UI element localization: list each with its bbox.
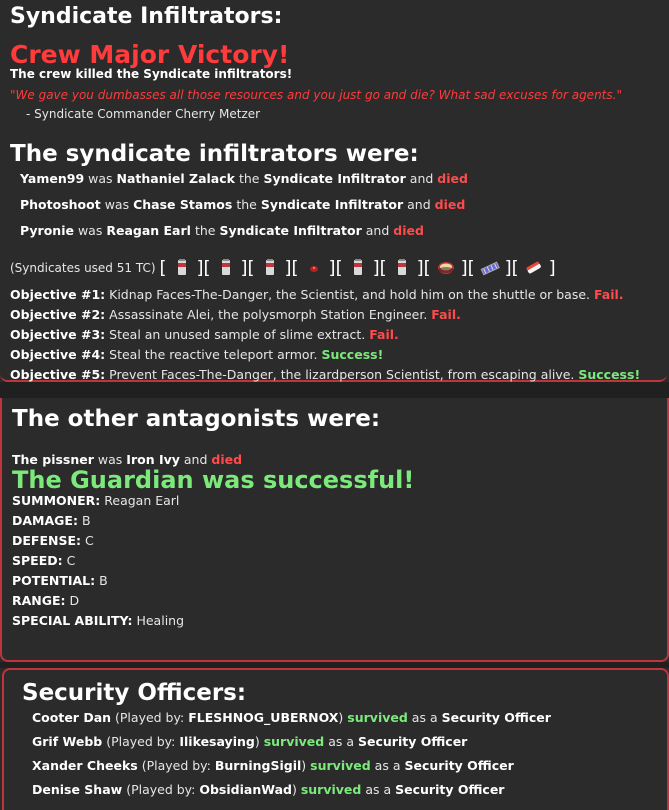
member-row — [20, 197, 465, 212]
stat-value: D — [69, 593, 80, 608]
objective-row — [10, 327, 399, 342]
stat-row — [12, 513, 91, 528]
member-was: was — [77, 223, 103, 238]
member-the: the — [236, 197, 257, 212]
quote-author: - Syndicate Commander Cherry Metzer — [26, 107, 261, 121]
stat-value: B — [99, 573, 108, 588]
pissner-was: was — [97, 452, 123, 467]
stat-value: Healing — [136, 613, 185, 628]
officer-as: as a — [411, 710, 438, 725]
guardian-result: The Guardian was successful! — [12, 466, 415, 494]
officer-row — [32, 758, 514, 773]
played-by-label: (Played by: — [115, 710, 185, 725]
objective-row — [10, 307, 461, 322]
officer-as: as a — [365, 782, 392, 797]
objective-label: Objective #2: — [10, 307, 106, 322]
grenade-icon[interactable] — [391, 257, 413, 279]
grenade-icon[interactable] — [171, 257, 193, 279]
officer-status: survived — [263, 734, 325, 749]
officer-as: as a — [328, 734, 355, 749]
objective-label: Objective #3: — [10, 327, 106, 342]
member-row — [20, 171, 468, 186]
result-description: The crew killed the Syndicate infiltrators! — [10, 67, 293, 81]
pissner-row — [12, 452, 242, 467]
stat-label: SUMMONER: — [12, 493, 101, 508]
stat-label: RANGE: — [12, 593, 66, 608]
stat-value: C — [66, 553, 76, 568]
officer-player: Ilikesaying — [179, 734, 255, 749]
pissner-and: and — [183, 452, 208, 467]
stat-label: DEFENSE: — [12, 533, 81, 548]
objective-label: Objective #5: — [10, 367, 106, 382]
stat-label: SPECIAL ABILITY: — [12, 613, 133, 628]
officer-status: survived — [310, 758, 371, 773]
infiltrators-heading: The syndicate infiltrators were: — [10, 141, 419, 167]
result-heading: Crew Major Victory! — [10, 40, 290, 69]
member-character: Chase Stamos — [133, 197, 233, 212]
officer-role: Security Officer — [358, 734, 468, 749]
objective-text: Kidnap Faces-The-Danger, the Scientist, and hold him on the shuttle or base. — [109, 287, 591, 302]
grenade-icon[interactable] — [259, 257, 281, 279]
grenade-icon[interactable] — [347, 257, 369, 279]
food-bowl-icon[interactable] — [435, 257, 457, 279]
officer-player: BurningSigil — [214, 758, 302, 773]
played-by-label: (Played by: — [126, 782, 196, 797]
played-by-label: (Played by: — [141, 758, 211, 773]
panel-gap — [0, 382, 669, 398]
member-row — [20, 223, 424, 238]
member-status: died — [393, 223, 424, 238]
paren-close: ) — [291, 782, 297, 797]
paren-close: ) — [301, 758, 307, 773]
pissner-prefix: The pissner — [12, 452, 94, 467]
objective-row — [10, 367, 640, 382]
pissner-name: Iron Ivy — [126, 452, 180, 467]
stat-value: C — [84, 533, 94, 548]
officer-player: FLESHNOG_UBERNOX — [188, 710, 339, 725]
member-and: and — [409, 171, 434, 186]
member-role: Syndicate Infiltrator — [260, 197, 404, 212]
stat-row — [12, 553, 75, 568]
stat-label: POTENTIAL: — [12, 573, 96, 588]
played-by-label: (Played by: — [106, 734, 176, 749]
objective-text: Steal an unused sample of slime extract. — [109, 327, 366, 342]
purchased-items-row: (Syndicates used 51 TC) [ ][ ][ ][ ][ ][ ][ ][ ][ ] — [10, 257, 556, 279]
member-was: was — [88, 171, 113, 186]
member-status: died — [437, 171, 468, 186]
member-role: Syndicate Infiltrator — [219, 223, 362, 238]
mine-icon[interactable] — [303, 257, 325, 279]
officer-role: Security Officer — [395, 782, 505, 797]
pissner-status: died — [211, 452, 243, 467]
officer-row — [32, 734, 467, 749]
officer-player: ObsidianWad — [199, 782, 292, 797]
stat-row — [12, 573, 108, 588]
security-officers-panel — [2, 668, 669, 810]
member-player: Yamen99 — [20, 171, 85, 186]
objective-result: Fail. — [369, 327, 399, 342]
objective-result: Success! — [321, 347, 384, 362]
officer-name: Denise Shaw — [32, 782, 123, 797]
officer-role: Security Officer — [404, 758, 514, 773]
officer-as: as a — [374, 758, 401, 773]
member-the: the — [238, 171, 260, 186]
officer-row — [32, 710, 551, 725]
tc-used: (Syndicates used 51 TC) — [10, 261, 156, 275]
objective-result: Fail. — [431, 307, 461, 322]
objective-row — [10, 287, 624, 302]
officer-status: survived — [347, 710, 408, 725]
objective-label: Objective #4: — [10, 347, 106, 362]
security-heading: Security Officers: — [22, 680, 247, 706]
member-status: died — [434, 197, 466, 212]
member-role: Syndicate Infiltrator — [263, 171, 406, 186]
member-and: and — [365, 223, 390, 238]
stat-row — [12, 533, 94, 548]
member-and: and — [407, 197, 431, 212]
objective-result: Success! — [578, 367, 641, 382]
officer-row — [32, 782, 504, 797]
officer-status: survived — [300, 782, 362, 797]
objective-row — [10, 347, 383, 362]
objective-label: Objective #1: — [10, 287, 106, 302]
officer-name: Cooter Dan — [32, 710, 112, 725]
stat-row — [12, 493, 179, 508]
stat-value: Reagan Earl — [104, 493, 180, 508]
officer-role: Security Officer — [441, 710, 551, 725]
stat-row — [12, 613, 184, 628]
stat-row — [12, 593, 79, 608]
objective-text: Steal the reactive teleport armor. — [109, 347, 318, 362]
objective-result: Fail. — [594, 287, 624, 302]
member-character: Nathaniel Zalack — [116, 171, 235, 186]
grenade-icon[interactable] — [215, 257, 237, 279]
syndicate-panel — [0, 0, 667, 382]
officer-name: Xander Cheeks — [32, 758, 138, 773]
section-title: Syndicate Infiltrators: — [10, 4, 283, 29]
others-heading: The other antagonists were: — [12, 406, 381, 432]
stat-value: B — [81, 513, 91, 528]
member-player: Pyronie — [20, 223, 74, 238]
objective-text: Prevent Faces-The-Danger, the lizardperson Scientist, from escaping alive. — [109, 367, 575, 382]
commander-quote: "We gave you dumbasses all those resources and you just go and die? What sad excuses for agents." — [10, 88, 622, 102]
member-character: Reagan Earl — [106, 223, 191, 238]
stat-label: DAMAGE: — [12, 513, 78, 528]
member-player: Photoshoot — [20, 197, 101, 212]
keyboard-icon[interactable] — [479, 257, 501, 279]
stat-label: SPEED: — [12, 553, 63, 568]
officer-name: Grif Webb — [32, 734, 103, 749]
member-the: the — [194, 223, 216, 238]
other-antagonists-panel — [0, 398, 669, 662]
paren-close: ) — [338, 710, 344, 725]
member-was: was — [104, 197, 130, 212]
paren-close: ) — [254, 734, 260, 749]
sushi-icon[interactable] — [523, 257, 545, 279]
objective-text: Assassinate Alei, the polysmorph Station Engineer. — [109, 307, 428, 322]
